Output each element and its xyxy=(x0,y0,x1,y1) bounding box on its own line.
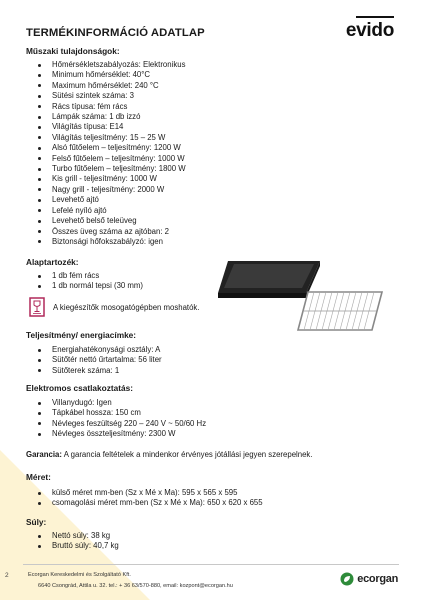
specs-heading: Műszaki tulajdonságok: xyxy=(26,46,120,56)
dishwasher-safe-icon xyxy=(29,297,45,317)
energy-heading: Teljesítmény/ energiacímke: xyxy=(26,330,137,340)
list-item: csomagolási méret mm-ben (Sz x Mé x Ma): 650 x 620 x 655 xyxy=(26,498,263,508)
list-item: Levehető belső teleüveg xyxy=(26,216,186,226)
list-item: Sütőterek száma: 1 xyxy=(26,366,162,376)
list-item: Maximum hőmérséklet: 240 °C xyxy=(26,81,186,91)
weight-heading: Súly: xyxy=(26,517,47,527)
warranty-body: A garancia feltételek a mindenkor érvényes jótállási jegyen szerepelnek. xyxy=(61,450,313,459)
accessories-heading: Alaptartozék: xyxy=(26,257,79,267)
footer-divider xyxy=(23,564,399,565)
list-item: Minimum hőmérséklet: 40°C xyxy=(26,70,186,80)
specs-list xyxy=(26,60,186,247)
list-item: Lefelé nyíló ajtó xyxy=(26,206,186,216)
size-list xyxy=(26,488,263,509)
electrical-list xyxy=(26,398,206,440)
list-item: Világítás teljesítmény: 15 – 25 W xyxy=(26,133,186,143)
footer-address: 6640 Csongrád, Attila u. 32. tel.: + 36 63/570-880, email: kozpont@ecorgan.hu xyxy=(38,583,233,589)
list-item: Hőmérsékletszabályozás: Elektronikus xyxy=(26,60,186,70)
warranty-text xyxy=(26,450,313,459)
list-item: Tápkábel hossza: 150 cm xyxy=(26,408,206,418)
energy-list xyxy=(26,345,162,376)
size-heading: Méret: xyxy=(26,472,51,482)
list-item: Bruttó súly: 40,7 kg xyxy=(26,541,119,551)
dishwasher-note: A kiegészítők mosogatógépben moshatók. xyxy=(53,303,200,312)
list-item: Nagy grill - teljesítmény: 2000 W xyxy=(26,185,186,195)
ecorgan-leaf-icon xyxy=(340,572,354,586)
list-item: Rács típusa: fém rács xyxy=(26,102,186,112)
list-item: Levehető ajtó xyxy=(26,195,186,205)
list-item: Felső fűtőelem – teljesítmény: 1000 W xyxy=(26,154,186,164)
ecorgan-logo xyxy=(340,572,398,586)
oven-rack-image xyxy=(296,288,386,338)
accessories-list xyxy=(26,271,143,292)
list-item: Nettó súly: 38 kg xyxy=(26,531,119,541)
list-item: Energiahatékonysági osztály: A xyxy=(26,345,162,355)
page-title: TERMÉKINFORMÁCIÓ ADATLAP xyxy=(26,27,205,39)
list-item: Összes üveg száma az ajtóban: 2 xyxy=(26,227,186,237)
list-item: Névleges összteljesítmény: 2300 W xyxy=(26,429,206,439)
electrical-heading: Elektromos csatlakoztatás: xyxy=(26,383,133,393)
footer-company: Ecorgan Kereskedelmi és Szolgáltató Kft. xyxy=(28,572,131,578)
logo-bar xyxy=(356,16,394,18)
list-item: külső méret mm-ben (Sz x Mé x Ma): 595 x 565 x 595 xyxy=(26,488,263,498)
list-item: 1 db normál tepsi (30 mm) xyxy=(26,281,143,291)
list-item: Alsó fűtőelem – teljesítmény: 1200 W xyxy=(26,143,186,153)
list-item: 1 db fém rács xyxy=(26,271,143,281)
warranty-label: Garancia: xyxy=(26,450,62,459)
list-item: Sütőtér nettó űrtartalma: 56 liter xyxy=(26,355,162,365)
list-item: Turbo fűtőelem – teljesítmény: 1800 W xyxy=(26,164,186,174)
list-item: Villanydugó: Igen xyxy=(26,398,206,408)
list-item: Lámpák száma: 1 db izzó xyxy=(26,112,186,122)
evido-logo: evido xyxy=(345,20,394,41)
list-item: Biztonsági hőfokszabályzó: igen xyxy=(26,237,186,247)
list-item: Névleges feszültség 220 – 240 V ~ 50/60 Hz xyxy=(26,419,206,429)
ecorgan-brand: ecorgan xyxy=(357,573,398,585)
page-number: 2 xyxy=(5,572,9,579)
list-item: Világítás típusa: E14 xyxy=(26,122,186,132)
weight-list xyxy=(26,531,119,552)
list-item: Sütési szintek száma: 3 xyxy=(26,91,186,101)
list-item: Kis grill - teljesítmény: 1000 W xyxy=(26,174,186,184)
